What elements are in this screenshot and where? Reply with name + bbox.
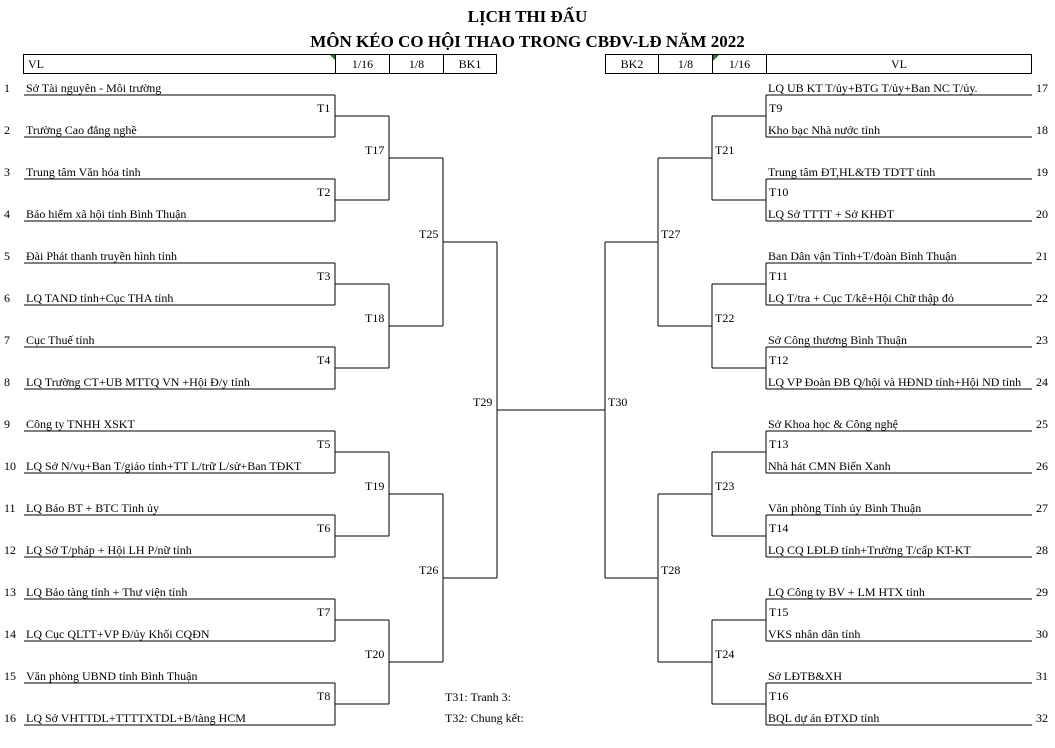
- match-label: T13: [769, 437, 789, 451]
- team-number: 19: [1036, 165, 1048, 179]
- match-label: T8: [317, 689, 331, 703]
- match-label: T19: [365, 479, 385, 493]
- team-number: 16: [4, 711, 16, 725]
- team-number: 9: [4, 417, 10, 431]
- match-label: T16: [769, 689, 789, 703]
- header-left-r8: 1/8: [389, 54, 444, 74]
- team-name: LQ Báo BT + BTC Tỉnh ủy: [26, 501, 159, 515]
- team-number: 13: [4, 585, 16, 599]
- team-name: LQ CQ LĐLĐ tỉnh+Trường T/cấp KT-KT: [768, 543, 971, 557]
- team-number: 7: [4, 333, 10, 347]
- match-label: T14: [769, 521, 789, 535]
- team-name: Bảo hiểm xã hội tỉnh Bình Thuận: [26, 207, 187, 221]
- team-name: LQ Trường CT+UB MTTQ VN +Hội Đ/y tỉnh: [26, 375, 250, 389]
- team-number: 28: [1036, 543, 1048, 557]
- team-name: Sở Công thương Bình Thuận: [768, 333, 907, 347]
- team-name: VKS nhân dân tỉnh: [768, 627, 861, 641]
- note-final: T32: Chung kết:: [445, 711, 524, 725]
- team-number: 31: [1036, 669, 1048, 683]
- header-left-r16: 1/16: [335, 54, 390, 74]
- match-label: T1: [317, 101, 331, 115]
- team-number: 26: [1036, 459, 1048, 473]
- match-label: T15: [769, 605, 789, 619]
- page-title: LỊCH THI ĐẤU: [467, 7, 588, 26]
- team-number: 10: [4, 459, 16, 473]
- header-right-semi: BK2: [605, 54, 659, 74]
- team-number: 21: [1036, 249, 1048, 263]
- team-name: LQ TAND tỉnh+Cục THA tỉnh: [26, 291, 174, 305]
- match-label: T3: [317, 269, 331, 283]
- page-subtitle: MÔN KÉO CO HỘI THAO TRONG CBĐV-LĐ NĂM 2022: [310, 32, 745, 51]
- team-name: LQ UB KT T/ủy+BTG T/ủy+Ban NC T/ủy.: [768, 81, 978, 95]
- team-number: 32: [1036, 711, 1048, 725]
- match-label: T29: [473, 395, 493, 409]
- team-number: 23: [1036, 333, 1048, 347]
- team-number: 1: [4, 81, 10, 95]
- team-name: LQ VP Đoàn ĐB Q/hội và HĐND tỉnh+Hội ND tỉnh: [768, 375, 1022, 389]
- team-name: Trường Cao đẳng nghề: [26, 123, 137, 137]
- match-label: T17: [365, 143, 385, 157]
- team-name: Cục Thuế tỉnh: [26, 333, 95, 347]
- team-name: Trung tâm ĐT,HL&TĐ TDTT tỉnh: [768, 165, 936, 179]
- match-label: T11: [769, 269, 788, 283]
- team-number: 25: [1036, 417, 1048, 431]
- team-number: 4: [4, 207, 10, 221]
- team-number: 5: [4, 249, 10, 263]
- team-name: Nhà hát CMN Biển Xanh: [768, 459, 891, 473]
- team-number: 17: [1036, 81, 1048, 95]
- team-name: LQ Công ty BV + LM HTX tỉnh: [768, 585, 925, 599]
- header-right-r16-label: 1/16: [728, 57, 751, 71]
- team-number: 3: [4, 165, 10, 179]
- team-name: Văn phòng Tỉnh ủy Bình Thuận: [768, 501, 922, 515]
- team-name: LQ Sở TTTT + Sở KHĐT: [768, 207, 895, 221]
- team-number: 12: [4, 543, 16, 557]
- team-number: 24: [1036, 375, 1048, 389]
- match-label: T10: [769, 185, 789, 199]
- match-label: T23: [715, 479, 735, 493]
- team-name: Đài Phát thanh truyền hình tỉnh: [26, 249, 177, 263]
- header-right-r8: 1/8: [658, 54, 713, 74]
- team-name: Ban Dân vận Tỉnh+T/đoàn Bình Thuận: [768, 249, 957, 263]
- match-label: T21: [715, 143, 735, 157]
- match-label: T9: [769, 101, 783, 115]
- header-left-vl-label: VL: [28, 57, 44, 71]
- match-label: T2: [317, 185, 331, 199]
- team-name: LQ T/tra + Cục T/kê+Hội Chữ thập đỏ: [768, 291, 954, 305]
- team-number: 30: [1036, 627, 1048, 641]
- team-number: 11: [4, 501, 16, 515]
- team-name: LQ Sở T/pháp + Hội LH P/nữ tỉnh: [26, 543, 192, 557]
- team-number: 27: [1036, 501, 1048, 515]
- team-name: Kho bạc Nhà nước tỉnh: [768, 123, 881, 137]
- note-third-place: T31: Tranh 3:: [445, 690, 512, 704]
- team-number: 2: [4, 123, 10, 137]
- team-number: 8: [4, 375, 10, 389]
- team-number: 20: [1036, 207, 1048, 221]
- match-label: T25: [419, 227, 439, 241]
- team-name: Công ty TNHH XSKT: [26, 417, 135, 431]
- team-name: Văn phòng UBND tỉnh Bình Thuận: [26, 669, 198, 683]
- match-label: T5: [317, 437, 331, 451]
- team-name: Sở Khoa học & Công nghệ: [768, 417, 899, 431]
- team-number: 6: [4, 291, 10, 305]
- team-name: Sở Tài nguyên - Môi trường: [26, 81, 162, 95]
- team-number: 14: [4, 627, 16, 641]
- match-label: T24: [715, 647, 735, 661]
- team-number: 15: [4, 669, 16, 683]
- team-name: BQL dự án ĐTXD tỉnh: [768, 711, 880, 725]
- match-label: T7: [317, 605, 331, 619]
- team-name: LQ Sở VHTTDL+TTTTXTDL+B/tàng HCM: [26, 711, 246, 725]
- header-left-semi: BK1: [443, 54, 497, 74]
- match-label: T20: [365, 647, 385, 661]
- match-label: T22: [715, 311, 735, 325]
- team-name: LQ Bảo tàng tỉnh + Thư viện tỉnh: [26, 585, 188, 599]
- team-number: 29: [1036, 585, 1048, 599]
- match-label: T12: [769, 353, 789, 367]
- team-name: Sở LĐTB&XH: [768, 669, 843, 683]
- team-name: LQ Cục QLTT+VP Đ/ủy Khối CQĐN: [26, 627, 210, 641]
- match-label: T6: [317, 521, 331, 535]
- team-number: 22: [1036, 291, 1048, 305]
- team-name: LQ Sở N/vụ+Ban T/giáo tỉnh+TT L/trữ L/sử+Ban TĐKT: [26, 459, 302, 473]
- match-label: T27: [661, 227, 681, 241]
- team-name: Trung tâm Văn hóa tỉnh: [26, 165, 141, 179]
- team-number: 18: [1036, 123, 1048, 137]
- match-label: T18: [365, 311, 385, 325]
- header-right-vl: VL: [766, 54, 1032, 74]
- match-label: T4: [317, 353, 331, 367]
- match-label: T30: [608, 395, 628, 409]
- match-label: T26: [419, 563, 439, 577]
- match-label: T28: [661, 563, 681, 577]
